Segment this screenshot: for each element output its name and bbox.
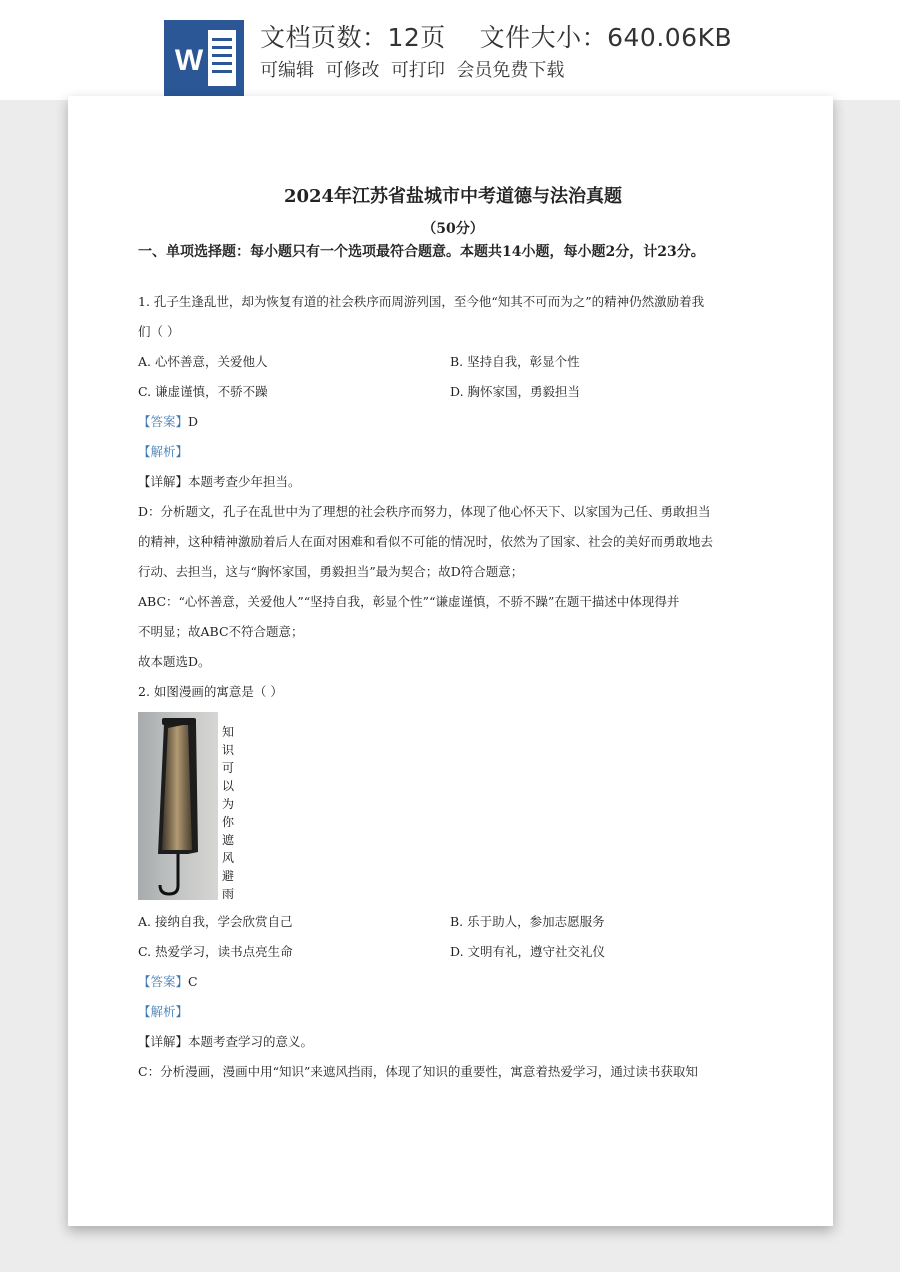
q1-stem-line2: 们（ ） xyxy=(138,324,180,339)
q2-answer xyxy=(138,972,198,990)
answer-value: C xyxy=(188,974,198,989)
section-heading: 一、单项选择题：每小题只有一个选项最符合题意。本题共14小题，每小题2分，计23分。 xyxy=(138,244,705,260)
cartoon-caption-char: 遮 xyxy=(221,833,235,847)
document-page xyxy=(68,96,833,1226)
detail-text: 本题考查少年担当。 xyxy=(188,474,301,489)
cartoon-caption-char: 为 xyxy=(221,797,235,811)
q2-option-b: B. 乐于助人，参加志愿服务 xyxy=(450,914,605,929)
cartoon-caption-char: 以 xyxy=(221,779,235,793)
q1-analysis-line: ABC：“心怀善意，关爱他人”“坚持自我，彰显个性”“谦虚谨慎，不骄不躁”在题干描述中体现得并 xyxy=(138,594,680,609)
q2-stem: 2. 如图漫画的寓意是（ ） xyxy=(138,684,283,699)
q1-option-a: A. 心怀善意，关爱他人 xyxy=(138,354,268,369)
cartoon-caption-char: 你 xyxy=(221,815,235,829)
cartoon-caption-char: 风 xyxy=(221,851,235,865)
q1-answer xyxy=(138,412,198,430)
word-document-icon xyxy=(164,20,244,96)
detail-label: 【详解】 xyxy=(138,474,189,489)
detail-label: 【详解】 xyxy=(138,1034,189,1049)
q1-analysis-line: 不明显；故ABC不符合题意； xyxy=(138,624,304,639)
file-features-text: 可编辑 可修改 可打印 会员免费下载 xyxy=(260,60,565,81)
q2-option-c: C. 热爱学习，读书点亮生命 xyxy=(138,944,293,959)
q2-analysis-line: C：分析漫画，漫画中用“知识”来遮风挡雨，体现了知识的重要性，寓意着热爱学习，通过读书获取知 xyxy=(138,1064,698,1079)
q1-detail xyxy=(138,472,301,490)
answer-label: 【答案】 xyxy=(138,974,189,989)
q1-analysis-line: 的精神，这种精神激励着后人在面对困难和看似不可能的情况时，依然为了国家、社会的美好而勇敢地去 xyxy=(138,534,714,549)
file-info-text: 文档页数：12页 文件大小：640.06KB xyxy=(260,23,733,52)
cartoon-caption-char: 知 xyxy=(221,725,235,739)
q1-stem-line1: 1. 孔子生逢乱世，却为恢复有道的社会秩序而周游列国，至今他“知其不可而为之”的精神仍然激励着我 xyxy=(138,294,705,309)
q1-analysis-line: 故本题选D。 xyxy=(138,654,211,669)
document-subtitle: （50分） xyxy=(422,221,484,237)
q1-option-c: C. 谦虚谨慎，不骄不躁 xyxy=(138,384,268,399)
cartoon-caption-char: 雨 xyxy=(221,887,235,900)
q2-detail xyxy=(138,1032,313,1050)
answer-label: 【答案】 xyxy=(138,414,189,429)
detail-text: 本题考查学习的意义。 xyxy=(188,1034,314,1049)
q1-analysis-line: D：分析题文，孔子在乱世中为了理想的社会秩序而努力，体现了他心怀天下、以家国为己任、勇敢担当 xyxy=(138,504,711,519)
cartoon-caption-char: 避 xyxy=(221,869,235,883)
q2-option-a: A. 接纳自我，学会欣赏自己 xyxy=(138,914,293,929)
cartoon-book-umbrella xyxy=(138,712,238,900)
cartoon-caption-char: 识 xyxy=(221,743,235,757)
document-title: 2024年江苏省盐城市中考道德与法治真题 xyxy=(283,186,623,207)
q1-analysis-label: 【解析】 xyxy=(138,444,189,459)
page-header xyxy=(0,0,900,100)
q2-analysis-label: 【解析】 xyxy=(138,1004,189,1019)
q1-option-d: D. 胸怀家国，勇毅担当 xyxy=(450,384,581,399)
q2-option-d: D. 文明有礼，遵守社交礼仪 xyxy=(450,944,606,959)
word-icon-letter: W xyxy=(174,44,204,77)
cartoon-caption-char: 可 xyxy=(221,761,235,775)
q1-option-b: B. 坚持自我，彰显个性 xyxy=(450,354,580,369)
q1-analysis-line: 行动、去担当，这与“胸怀家国，勇毅担当”最为契合；故D符合题意； xyxy=(138,564,524,579)
answer-value: D xyxy=(188,414,199,429)
